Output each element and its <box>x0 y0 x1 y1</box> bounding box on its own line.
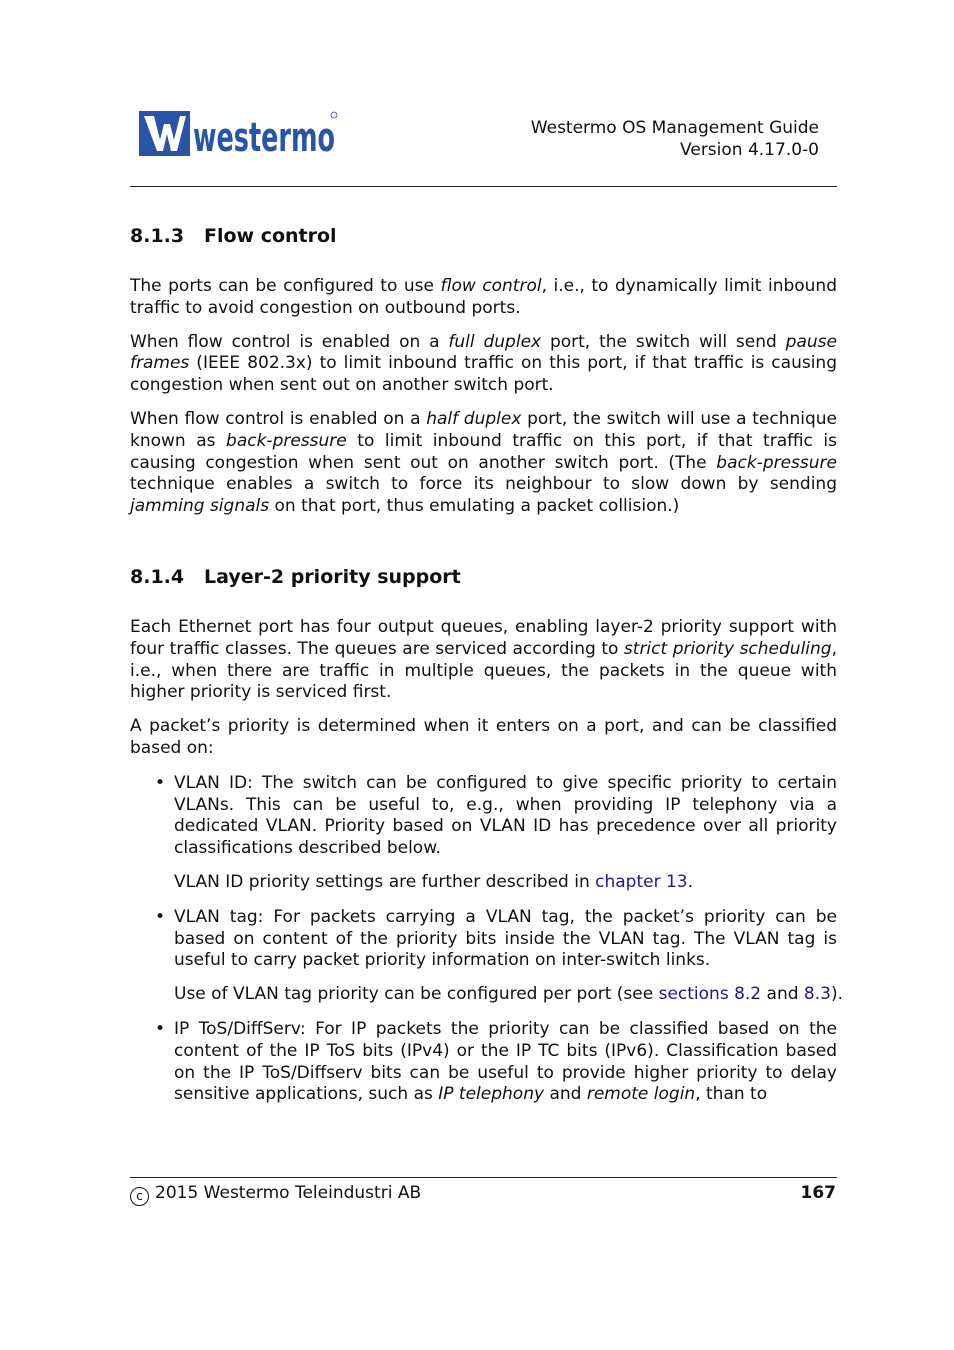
bullet-icon: • <box>155 906 166 927</box>
section-title: Flow control <box>204 225 337 247</box>
section-number: 8.1.4 <box>130 565 185 588</box>
list-item-text: VLAN tag: For packets carrying a VLAN tag, the packet’s priority can be based on content of the priority bits inside the VLAN tag. The VLAN tag is useful to carry packet priority information on inter-switch links. <box>174 906 837 971</box>
paragraph: Each Ethernet port has four output queues, enabling layer-2 priority support with four traffic classes. The queues are serviced according to strict priority scheduling, i.e., when there are traffic in multiple queues, the packets in the queue with higher priority is serviced first. <box>130 616 837 703</box>
paragraph: When flow control is enabled on a full duplex port, the switch will send pause frames (IEEE 802.3x) to limit inbound traffic on this port, if that traffic is causing congestion when sent out on another switch port. <box>130 331 837 396</box>
bullet-icon: • <box>155 772 166 793</box>
section-heading-layer2-priority <box>130 565 837 589</box>
guide-version: Version 4.17.0-0 <box>680 140 819 160</box>
bullet-icon: • <box>155 1018 166 1039</box>
section-8-3-link[interactable]: 8.3 <box>803 984 831 1005</box>
list-item-note: Use of VLAN tag priority can be configured per port (see sections 8.2 and 8.3). <box>174 984 844 1005</box>
paragraph: When flow control is enabled on a half duplex port, the switch will use a technique known as back-pressure to limit inbound traffic on this port, if that traffic is causing congestion when sent out on another switch port. (The back-pressure technique enables a switch to force its neighbour to slow down by sending jamming signals on that port, thus emulating a packet collision.) <box>130 408 837 517</box>
header-rule <box>130 186 837 187</box>
main-content <box>130 224 844 1106</box>
section-number: 8.1.3 <box>130 225 185 247</box>
copyright-icon: c <box>130 1187 149 1206</box>
list-item-vlan-id <box>130 773 837 894</box>
guide-title: Westermo OS Management Guide <box>530 118 819 138</box>
sections-8-2-link[interactable]: sections 8.2 <box>658 984 762 1005</box>
classification-list <box>130 772 844 1106</box>
section-heading-flow-control <box>130 224 837 248</box>
footer-rule <box>130 1177 837 1178</box>
footer-copyright <box>130 1182 421 1206</box>
list-item-note: VLAN ID priority settings are further described in chapter 13. <box>174 871 694 892</box>
list-item-vlan-tag <box>130 906 844 1006</box>
list-item-ip-tos <box>130 1019 837 1106</box>
page-number: 167 <box>800 1183 836 1203</box>
svg-text:westermo: westermo <box>193 115 335 161</box>
list-item-text: VLAN ID: The switch can be configured to give specific priority to certain VLANs. This can be useful to, e.g., when providing IP telephony via a dedicated VLAN. Priority based on VLAN ID has precedence over all priority classifications described below. <box>174 772 837 859</box>
document-header <box>531 117 819 161</box>
chapter-13-link[interactable]: chapter 13 <box>595 871 688 892</box>
paragraph: A packet’s priority is determined when it enters on a port, and can be classified based on: <box>130 716 837 758</box>
copyright-text: 2015 Westermo Teleindustri AB <box>155 1183 422 1203</box>
westermo-logo <box>139 110 339 161</box>
paragraph: The ports can be configured to use flow control, i.e., to dynamically limit inbound traffic to avoid congestion on outbound ports. <box>130 276 837 318</box>
list-item-text: IP ToS/DiffServ: For IP packets the priority can be classified based on the content of the IP ToS bits (IPv4) or the IP TC bits (IPv6). Classification based on the IP ToS/Diffserv bits can be useful to provide higher priority to delay sensitive applications, such as IP telephony and remote login, than to <box>174 1018 837 1105</box>
section-title: Layer-2 priority support <box>204 565 461 588</box>
